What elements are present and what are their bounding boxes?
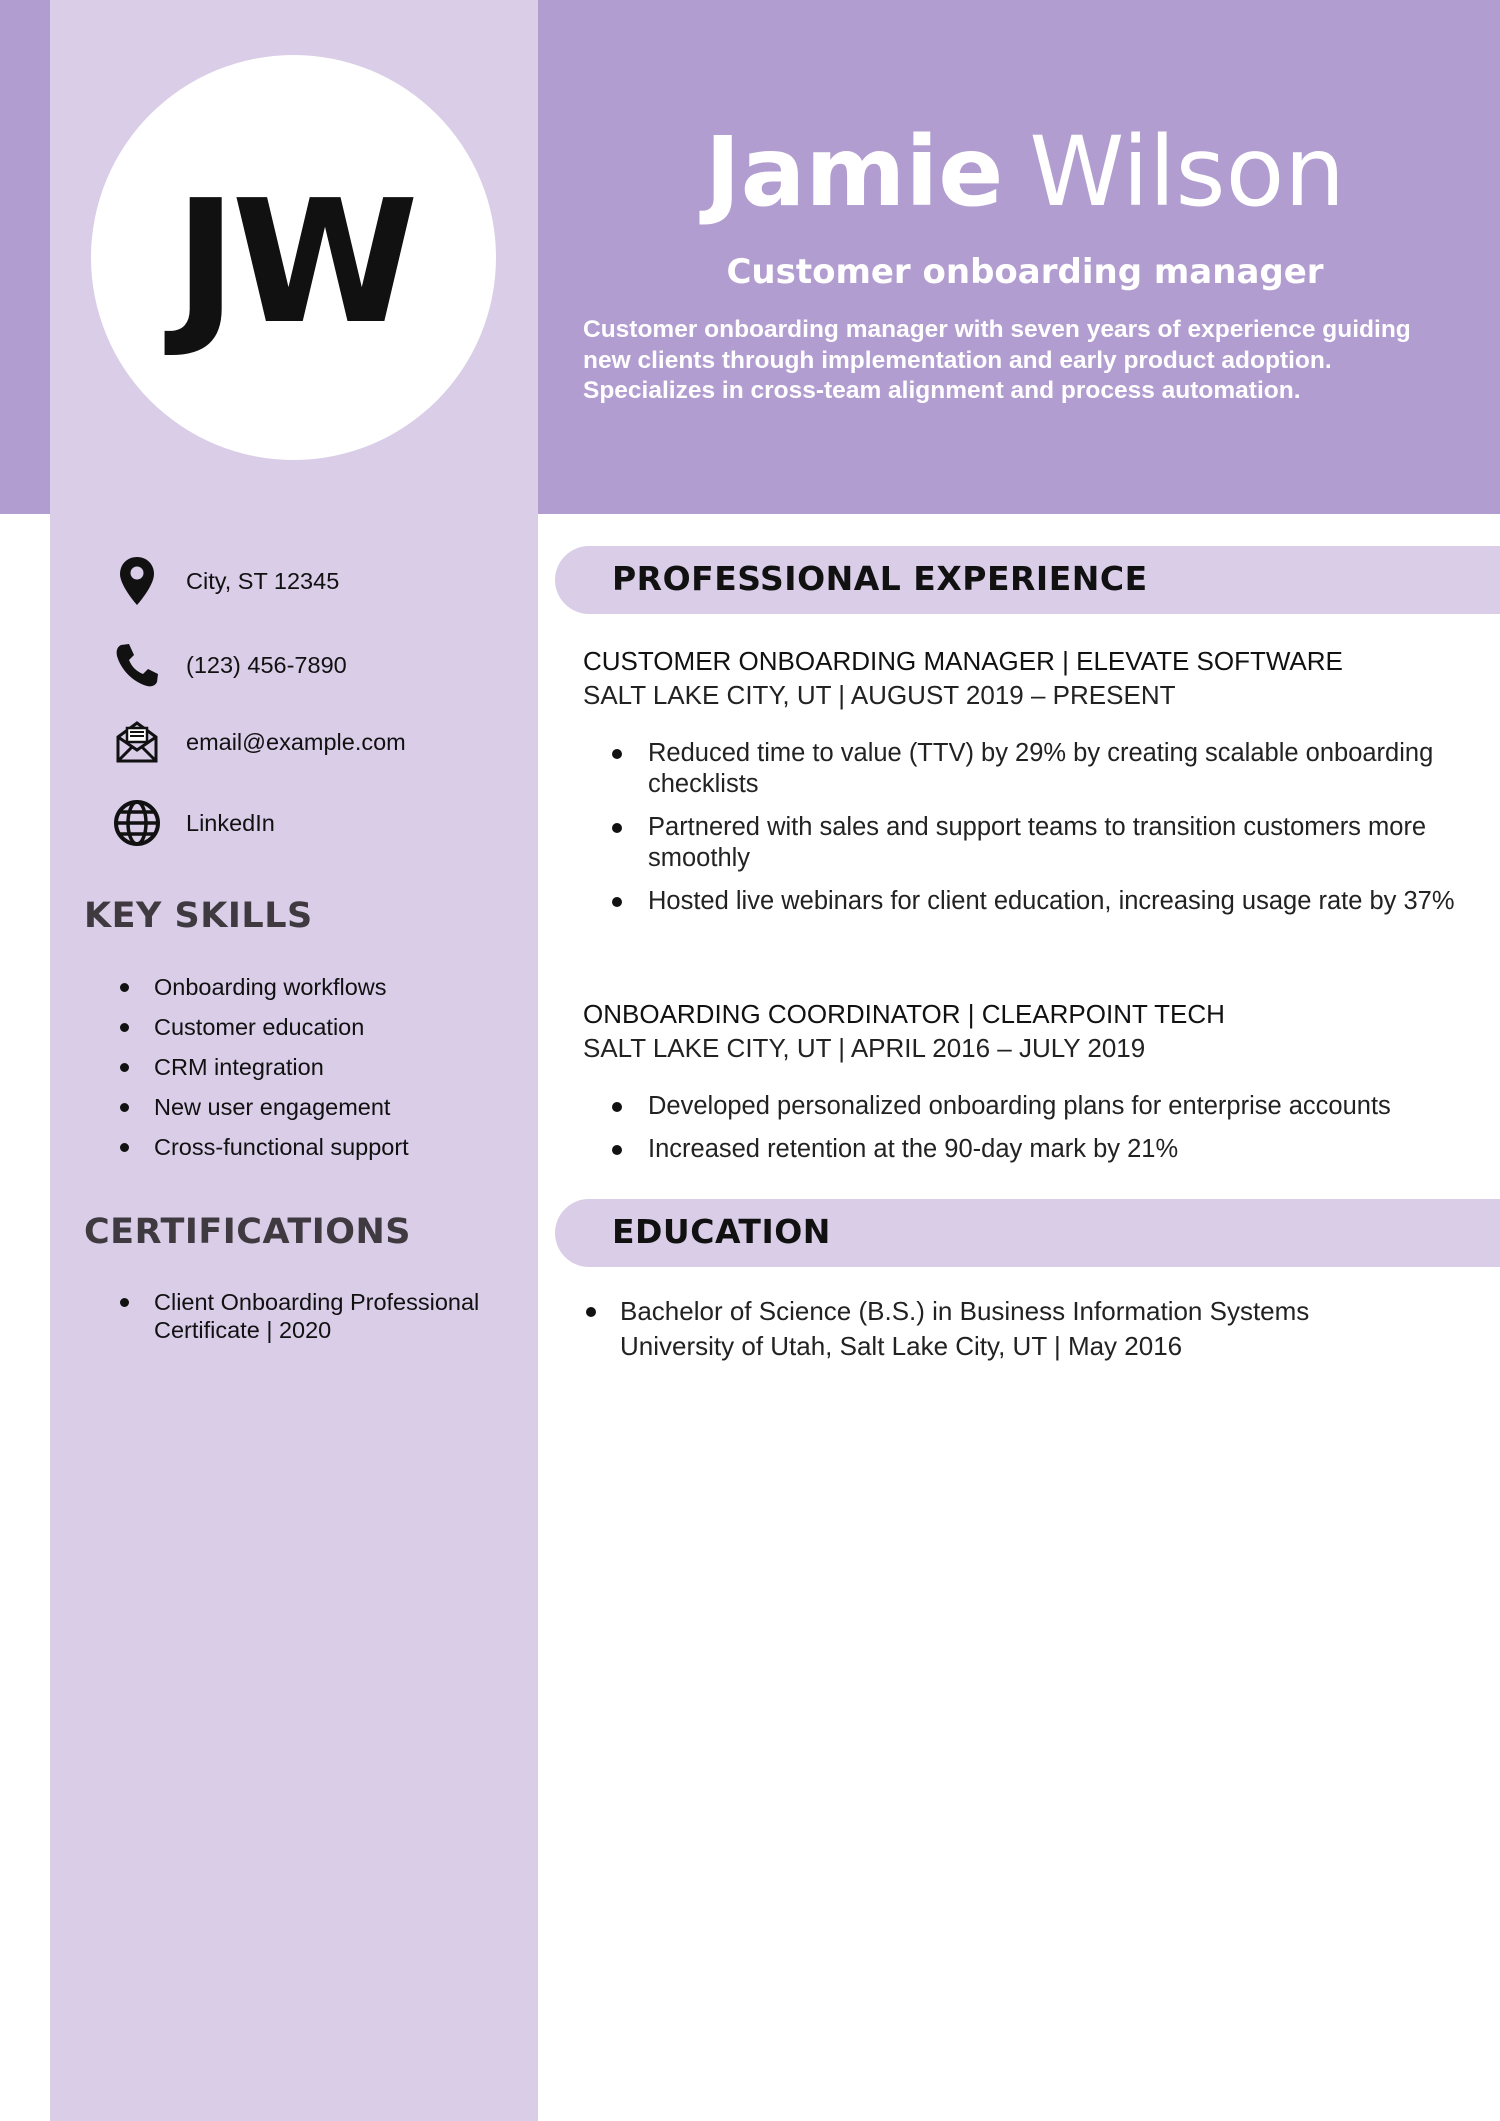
certifications-heading: CERTIFICATIONS: [84, 1212, 412, 1252]
job-bullet: Reduced time to value (TTV) by 29% by creating scalable onboarding checklists: [612, 738, 1482, 800]
job-bullet: Hosted live webinars for client education, increasing usage rate by 37%: [612, 886, 1482, 917]
job-2-bullets: [612, 1091, 1482, 1165]
map-pin-icon: [112, 556, 162, 606]
certifications-list: [120, 1288, 520, 1344]
school: University of Utah, Salt Lake City, UT | May 2016: [620, 1331, 1183, 1361]
email-text: email@example.com: [186, 728, 406, 755]
phone-icon: [112, 640, 162, 690]
contact-location: [112, 556, 339, 606]
location-text: City, ST 12345: [186, 567, 340, 594]
job-bullet: Developed personalized onboarding plans for enterprise accounts: [612, 1091, 1482, 1122]
skill-item: Onboarding workflows: [120, 973, 409, 1001]
summary: Customer onboarding manager with seven years of experience guiding new clients through implementation and early product adoption. Specializes in cross-team alignment and process automation.: [583, 316, 1411, 404]
skill-item: CRM integration: [120, 1053, 409, 1081]
contact-phone: [112, 640, 347, 690]
last-name: Wilson: [1029, 116, 1346, 228]
first-name: Jamie: [704, 116, 1004, 228]
contact-linkedin: [112, 798, 275, 848]
experience-section-header: [555, 546, 1500, 614]
skill-item: Cross-functional support: [120, 1133, 409, 1161]
degree: Bachelor of Science (B.S.) in Business Information Systems: [620, 1296, 1310, 1326]
envelope-icon: [112, 717, 162, 767]
job-title: Customer onboarding manager: [726, 252, 1324, 292]
certification-item: Client Onboarding Professional Certificate | 2020: [120, 1288, 520, 1344]
job-bullet: Partnered with sales and support teams to transition customers more smoothly: [612, 812, 1482, 874]
linkedin-text: LinkedIn: [186, 809, 275, 836]
skill-item: New user engagement: [120, 1093, 409, 1121]
education-heading: EDUCATION: [612, 1212, 831, 1251]
job-1-bullets: [612, 738, 1482, 917]
avatar: [91, 55, 496, 460]
education-section-header: [555, 1199, 1500, 1267]
job-1-title: CUSTOMER ONBOARDING MANAGER | ELEVATE SOFTWARE: [583, 646, 1343, 676]
globe-icon: [112, 798, 162, 848]
job-2-title: ONBOARDING COORDINATOR | CLEARPOINT TECH: [583, 999, 1225, 1029]
contact-email: [112, 717, 406, 767]
education-entry: [583, 1294, 1483, 1364]
skill-item: Customer education: [120, 1013, 409, 1041]
skills-list: [120, 973, 409, 1161]
bullet-dot: [586, 1307, 596, 1317]
phone-text: (123) 456-7890: [186, 651, 347, 678]
initials: JW: [174, 163, 413, 362]
job-2-meta: SALT LAKE CITY, UT | APRIL 2016 – JULY 2019: [583, 1033, 1146, 1063]
experience-heading: PROFESSIONAL EXPERIENCE: [612, 559, 1148, 598]
key-skills-heading: KEY SKILLS: [84, 896, 313, 936]
candidate-name: [560, 116, 1490, 228]
job-bullet: Increased retention at the 90-day mark by 21%: [612, 1134, 1482, 1165]
job-1-meta: SALT LAKE CITY, UT | AUGUST 2019 – PRESENT: [583, 680, 1176, 710]
